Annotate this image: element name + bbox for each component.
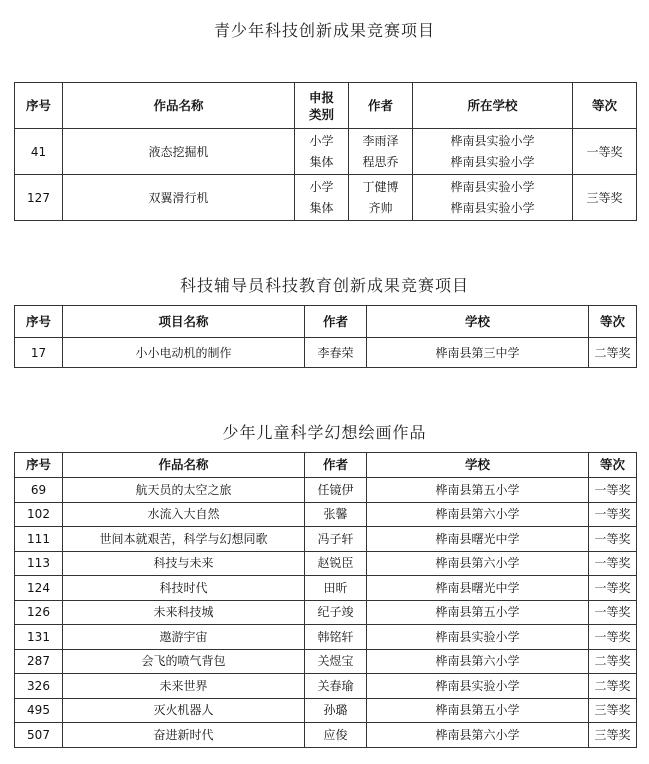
cell-author: 韩铭轩	[305, 625, 367, 650]
cell-rank: 一等奖	[573, 129, 637, 175]
header-category-text: 申报类别	[308, 89, 334, 122]
cell-name: 会飞的喷气背包	[63, 649, 305, 674]
author-line: 齐帅	[368, 200, 393, 215]
author-line: 程思乔	[362, 154, 399, 169]
cell-no: 326	[15, 674, 63, 699]
cell-school: 桦南县第五小学	[367, 600, 589, 625]
cell-school: 桦南县第六小学	[367, 649, 589, 674]
header-author: 作者	[349, 83, 413, 129]
school-line: 桦南县实验小学	[450, 133, 535, 148]
cell-author: 冯子轩	[305, 527, 367, 552]
cell-no: 495	[15, 698, 63, 723]
cell-author: 张馨	[305, 502, 367, 527]
cell-author: 孙璐	[305, 698, 367, 723]
cell-name: 液态挖掘机	[63, 129, 295, 175]
table-row	[15, 600, 637, 625]
cell-rank: 一等奖	[589, 576, 637, 601]
header-no: 序号	[15, 306, 63, 338]
cell-name: 奋进新时代	[63, 723, 305, 748]
cell-no: 69	[15, 478, 63, 503]
school-line: 桦南县实验小学	[450, 200, 535, 215]
cell-school: 桦南县第五小学	[367, 698, 589, 723]
cell-name: 灭火机器人	[63, 698, 305, 723]
cell-school: 桦南县第六小学	[367, 551, 589, 576]
school-line: 桦南县实验小学	[450, 179, 535, 194]
cell-name: 遨游宇宙	[63, 625, 305, 650]
header-no: 序号	[15, 83, 63, 129]
counselor-results-table	[14, 305, 637, 368]
cell-no: 111	[15, 527, 63, 552]
table-row	[15, 175, 637, 221]
cell-no: 131	[15, 625, 63, 650]
cell-rank: 一等奖	[589, 502, 637, 527]
cell-no: 113	[15, 551, 63, 576]
cell-author: 关春瑜	[305, 674, 367, 699]
table-row	[15, 527, 637, 552]
table-row	[15, 674, 637, 699]
cell-no: 126	[15, 600, 63, 625]
cell-school: 桦南县曙光中学	[367, 576, 589, 601]
cell-author: 赵锐臣	[305, 551, 367, 576]
cell-author: 田昕	[305, 576, 367, 601]
table-row	[15, 625, 637, 650]
table-header-row	[15, 306, 637, 338]
category-line: 小学	[309, 179, 334, 194]
cell-category	[295, 175, 349, 221]
cell-author: 李春荣	[305, 338, 367, 368]
cell-name: 未来科技城	[63, 600, 305, 625]
cell-rank: 一等奖	[589, 527, 637, 552]
header-author: 作者	[305, 306, 367, 338]
table-row	[15, 698, 637, 723]
cell-name: 水流入大自然	[63, 502, 305, 527]
cell-school: 桦南县曙光中学	[367, 527, 589, 552]
cell-rank: 三等奖	[573, 175, 637, 221]
cell-no: 287	[15, 649, 63, 674]
cell-no: 41	[15, 129, 63, 175]
cell-school: 桦南县第五小学	[367, 478, 589, 503]
cell-school: 桦南县第六小学	[367, 723, 589, 748]
cell-no: 127	[15, 175, 63, 221]
category-line: 小学	[309, 133, 334, 148]
cell-rank: 一等奖	[589, 625, 637, 650]
cell-name: 航天员的太空之旅	[63, 478, 305, 503]
category-line: 集体	[309, 154, 334, 169]
header-school: 学校	[367, 306, 589, 338]
cell-no: 17	[15, 338, 63, 368]
cell-rank: 一等奖	[589, 551, 637, 576]
header-name: 作品名称	[63, 83, 295, 129]
author-line: 李雨泽	[362, 133, 399, 148]
cell-rank: 二等奖	[589, 338, 637, 368]
cell-name: 小小电动机的制作	[63, 338, 305, 368]
cell-name: 双翼滑行机	[63, 175, 295, 221]
table-row	[15, 338, 637, 368]
table-header-row	[15, 453, 637, 478]
cell-author: 任镜伊	[305, 478, 367, 503]
table-row	[15, 478, 637, 503]
header-author: 作者	[305, 453, 367, 478]
cell-name: 科技与未来	[63, 551, 305, 576]
section-2-title: 科技辅导员科技教育创新成果竞赛项目	[179, 276, 469, 295]
cell-rank: 一等奖	[589, 600, 637, 625]
header-category	[295, 83, 349, 129]
cell-author: 纪子竣	[305, 600, 367, 625]
cell-rank: 二等奖	[589, 674, 637, 699]
header-rank: 等次	[573, 83, 637, 129]
table-row	[15, 551, 637, 576]
cell-school: 桦南县第三中学	[367, 338, 589, 368]
header-rank: 等次	[589, 453, 637, 478]
table-row	[15, 576, 637, 601]
cell-no: 507	[15, 723, 63, 748]
table-header-row	[15, 83, 637, 129]
cell-name: 世间本就艰苦，科学与幻想同歌	[63, 527, 305, 552]
cell-rank: 一等奖	[589, 478, 637, 503]
cell-no: 124	[15, 576, 63, 601]
cell-author: 关煜宝	[305, 649, 367, 674]
table-row	[15, 723, 637, 748]
cell-rank: 三等奖	[589, 698, 637, 723]
cell-school: 桦南县实验小学	[367, 674, 589, 699]
header-no: 序号	[15, 453, 63, 478]
cell-schools	[413, 129, 573, 175]
category-line: 集体	[309, 200, 334, 215]
cell-school: 桦南县实验小学	[367, 625, 589, 650]
header-rank: 等次	[589, 306, 637, 338]
header-school: 所在学校	[413, 83, 573, 129]
cell-author: 应俊	[305, 723, 367, 748]
cell-authors	[349, 175, 413, 221]
cell-school: 桦南县第六小学	[367, 502, 589, 527]
section-3-title: 少年儿童科学幻想绘画作品	[222, 423, 427, 442]
cell-schools	[413, 175, 573, 221]
cell-name: 科技时代	[63, 576, 305, 601]
cell-category	[295, 129, 349, 175]
table-row	[15, 502, 637, 527]
header-school: 学校	[367, 453, 589, 478]
header-name: 项目名称	[63, 306, 305, 338]
school-line: 桦南县实验小学	[450, 154, 535, 169]
innovation-results-table	[14, 82, 637, 221]
header-name: 作品名称	[63, 453, 305, 478]
author-line: 丁健博	[362, 179, 399, 194]
cell-rank: 三等奖	[589, 723, 637, 748]
drawing-results-table	[14, 452, 637, 748]
table-row	[15, 129, 637, 175]
cell-no: 102	[15, 502, 63, 527]
cell-rank: 二等奖	[589, 649, 637, 674]
cell-name: 未来世界	[63, 674, 305, 699]
section-1-title: 青少年科技创新成果竞赛项目	[213, 21, 435, 40]
cell-authors	[349, 129, 413, 175]
table-row	[15, 649, 637, 674]
